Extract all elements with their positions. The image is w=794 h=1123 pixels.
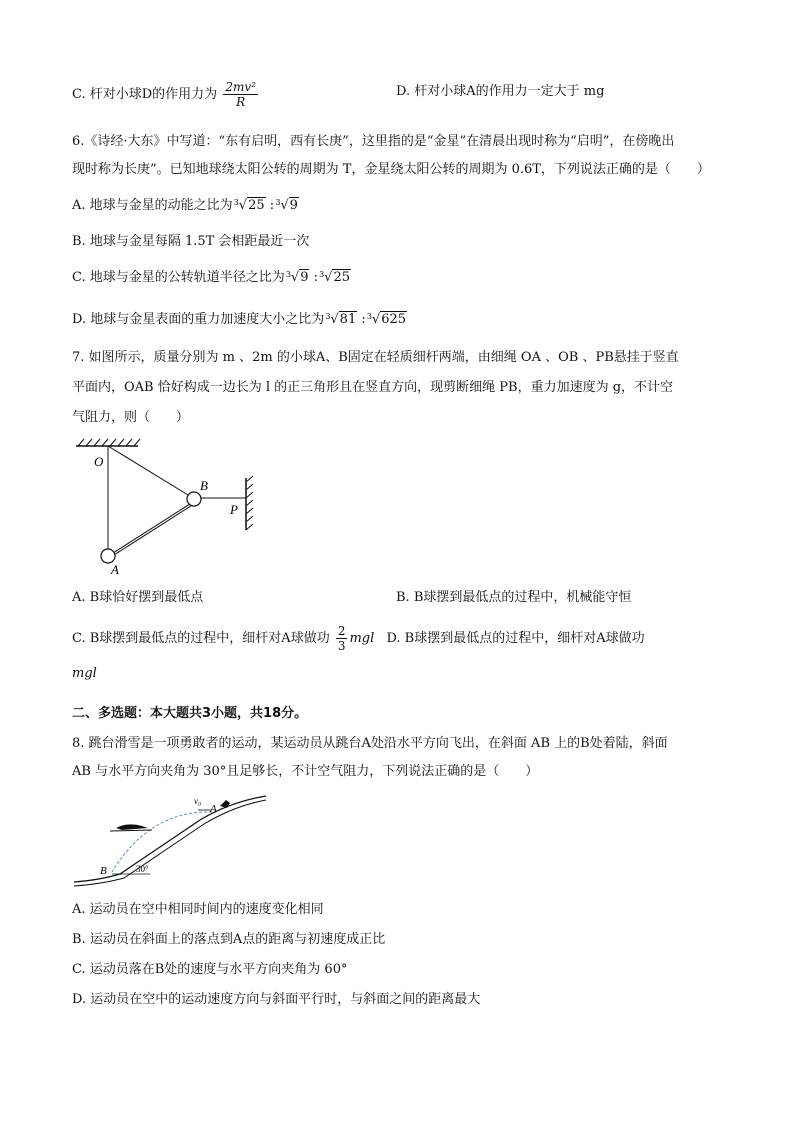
q6-option-b[interactable]: B. 地球与金星每隔 1.5T 会相距最近一次: [72, 234, 310, 249]
q7-option-d-continued: mgl: [72, 666, 97, 681]
q7-option-d[interactable]: D. B球摆到最低点的过程中，细杆对A球做功: [386, 631, 645, 646]
q6-option-a-text: A. 地球与金星的动能之比为: [72, 198, 233, 213]
label-v0: v₀: [194, 796, 202, 806]
q8-stem-line1: 8. 跳台滑雪是一项勇敢者的运动，某运动员从跳台A处沿水平方向飞出，在斜面 AB 上的B处着陆，斜面: [72, 736, 668, 751]
wall-hatch: [246, 476, 253, 530]
q8-option-c[interactable]: C. 运动员落在B处的速度与水平方向夹角为 60°: [72, 962, 348, 977]
q7-stem-line2: 平面内，OAB 恰好构成一边长为 l 的正三角形且在竖直方向，现剪断细绳 PB，重力加速度为 g，不计空: [72, 380, 674, 395]
q5-option-c[interactable]: [72, 80, 260, 109]
q7-stem-line1: 7. 如图所示，质量分别为 m 、2m 的小球A、B固定在轻质细杆两端，由细绳 OA 、OB 、PB悬挂于竖直: [72, 350, 679, 365]
cube-root: 3 √9: [285, 270, 309, 285]
q7-option-a[interactable]: A. B球恰好摆到最低点: [72, 590, 204, 605]
q6-option-d[interactable]: D. 地球与金星表面的重力加速度大小之比为 3 √81 : 3 √625: [72, 310, 407, 330]
q8-option-a[interactable]: A. 运动员在空中相同时间内的速度变化相同: [72, 902, 324, 917]
skier-landing-icon: [116, 824, 148, 830]
q6-option-c-text: C. 地球与金星的公转轨道半径之比为: [72, 270, 285, 285]
cube-root: 3 √25: [233, 198, 265, 213]
q8-option-d[interactable]: D. 运动员在空中的运动速度方向与斜面平行时，与斜面之间的距离最大: [72, 992, 481, 1007]
q6-option-c[interactable]: C. 地球与金星的公转轨道半径之比为 3 √9 : 3 √25: [72, 268, 351, 288]
ball-A: [101, 549, 115, 563]
label-O: O: [94, 454, 104, 469]
cube-root: 3 √25: [319, 270, 350, 285]
q8-stem-line2: AB 与水平方向夹角为 30°且足够长，不计空气阻力，下列说法正确的是（ ）: [72, 764, 539, 779]
q6-option-d-text: D. 地球与金星表面的重力加速度大小之比为: [72, 312, 325, 327]
cube-root: 3 √625: [366, 312, 407, 327]
ball-B: [187, 492, 201, 506]
q7-figure: [68, 438, 268, 578]
trajectory-dashed: [112, 812, 212, 872]
section-heading-multiple-choice: 二、多选题：本大题共3小题，共18分。: [72, 706, 308, 721]
cube-root: 3 √81: [325, 312, 357, 327]
cube-root: 3 √9: [275, 198, 298, 213]
q6-stem-line2: 现时称为长庚”。已知地球绕太阳公转的周期为 T，金星绕太阳公转的周期为 0.6T，下列说法正确的是（ ）: [72, 162, 710, 177]
q8-figure: [70, 790, 270, 890]
label-P: P: [230, 502, 238, 517]
q6-option-a[interactable]: A. 地球与金星的动能之比为 3 √25 : 3 √9: [72, 196, 299, 216]
q6-stem-line1: 6.《诗经·大东》中写道：“东有启明，西有长庚”，这里指的是“金星”在清晨出现时称为“启明”，在傍晚出: [72, 134, 675, 149]
q5-option-c-fraction: $\frac{\text{2mv²}}{R}$: [225, 80, 256, 109]
q7-stem-line3: 气阻力，则（ ）: [72, 410, 190, 425]
q8-option-b[interactable]: B. 运动员在斜面上的落点到A点的距离与初速度成正比: [72, 932, 386, 947]
label-B: B: [200, 478, 208, 493]
q5-option-d[interactable]: D. 杆对小球A的作用力一定大于 mg: [396, 84, 605, 99]
q7-option-c-text: C. B球摆到最低点的过程中，细杆对A球做功: [72, 631, 330, 646]
q7-option-c[interactable]: C. B球摆到最低点的过程中，细杆对A球做功 $\frac{2}{3}$ mgl D. B球摆到最低点的过程中，细杆对A球做功: [72, 624, 645, 653]
q7-option-c-fraction: $\frac{2}{3}$: [337, 624, 346, 653]
string-OB: [108, 446, 193, 498]
label-angle: 30°: [136, 864, 149, 874]
q7-option-b[interactable]: B. B球摆到最低点的过程中，机械能守恒: [396, 590, 632, 605]
label-B: B: [100, 865, 107, 877]
label-A: A: [210, 803, 217, 815]
q5-option-c-text: C. 杆对小球D的作用力为: [72, 87, 218, 102]
label-A: A: [111, 562, 119, 577]
ceiling-hatch: [78, 439, 140, 446]
